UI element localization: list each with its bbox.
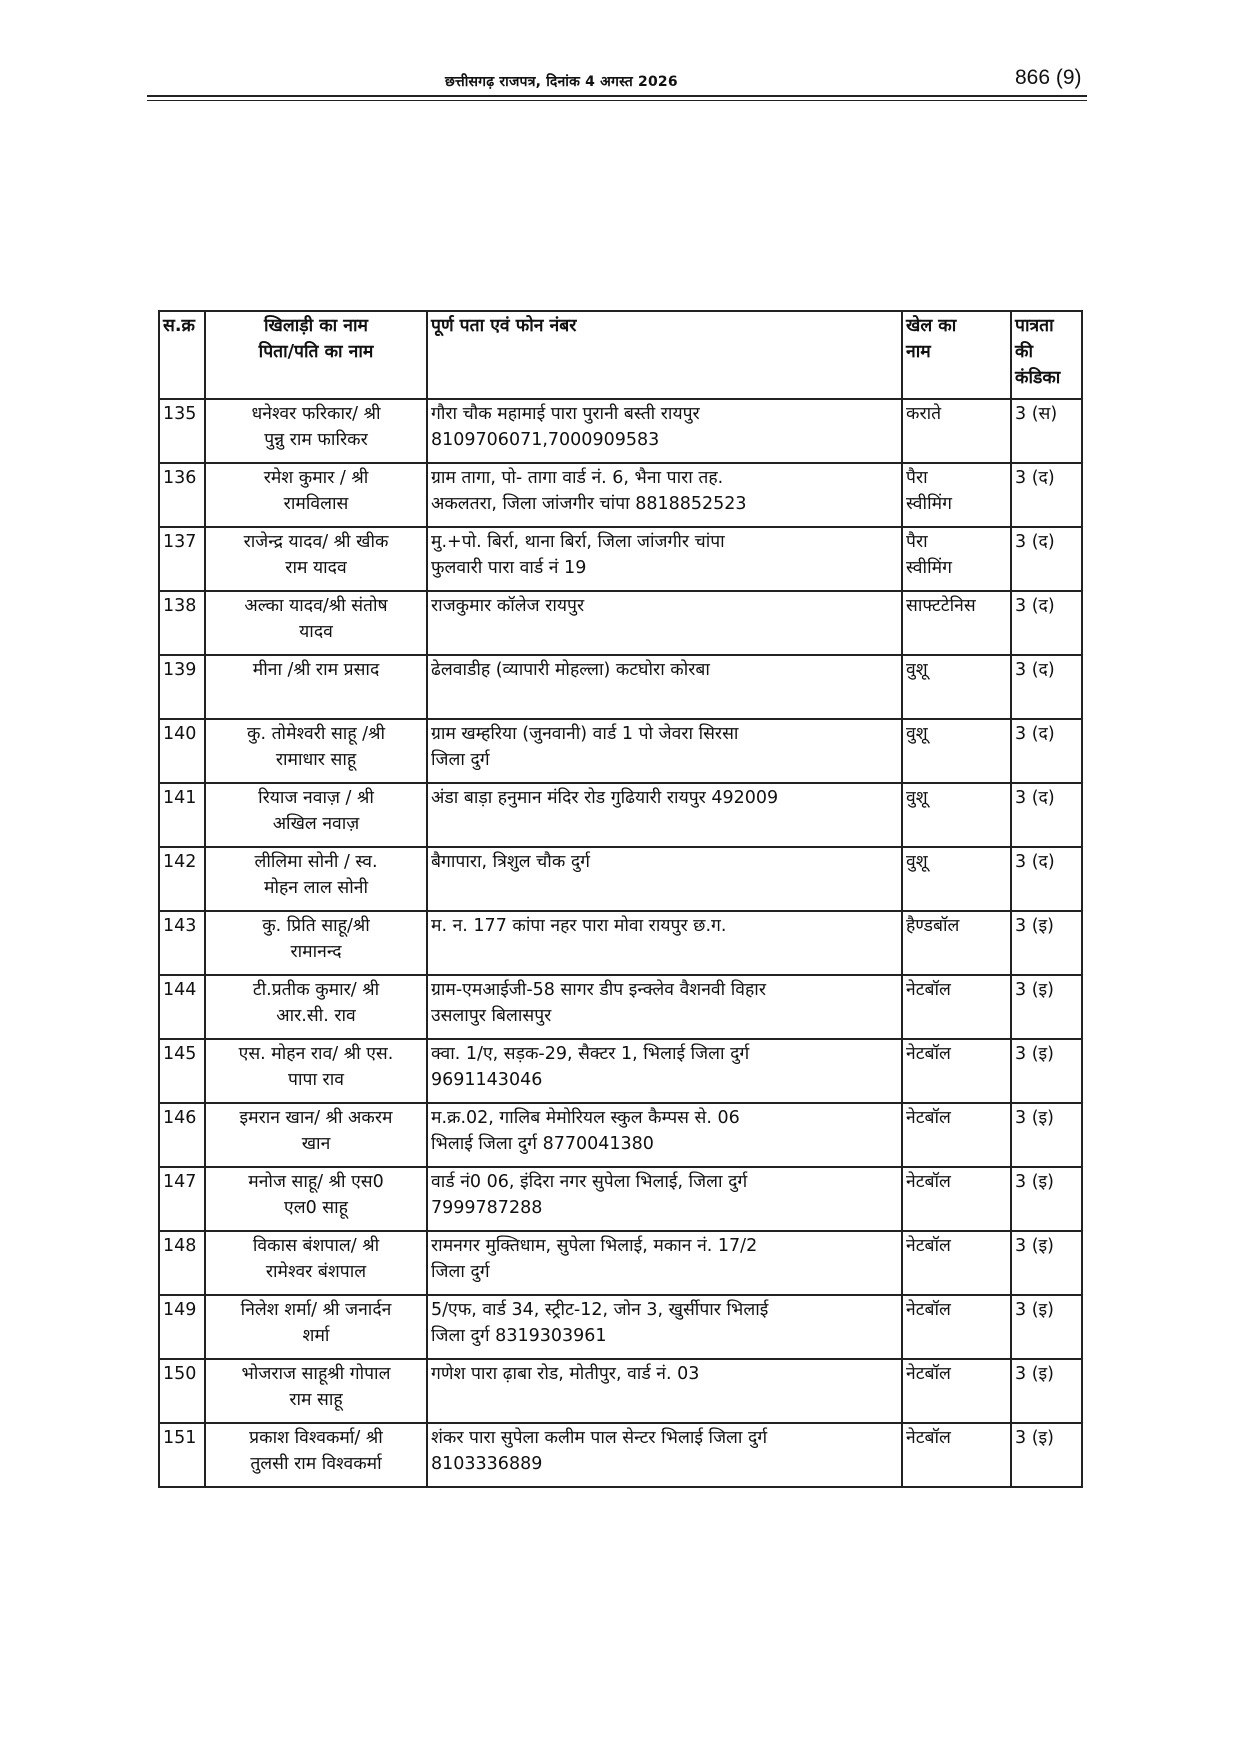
address-line: भिलाई जिला दुर्ग 8770041380 bbox=[431, 1134, 654, 1154]
address-line: रामनगर मुक्तिधाम, सुपेला भिलाई, मकान नं. 17/2 bbox=[431, 1236, 758, 1256]
clause-cell bbox=[1011, 1359, 1082, 1423]
table-row bbox=[159, 1103, 1082, 1167]
clause-cell bbox=[1011, 719, 1082, 783]
serial-cell bbox=[159, 1231, 205, 1295]
name-cell bbox=[205, 1359, 427, 1423]
sport-cell bbox=[902, 783, 1011, 847]
table-header-row bbox=[159, 311, 1082, 399]
address-cell bbox=[427, 463, 902, 527]
sport-cell bbox=[902, 1103, 1011, 1167]
table-row bbox=[159, 399, 1082, 463]
sport-line: नेटबॉल bbox=[906, 1044, 951, 1064]
sport-cell bbox=[902, 527, 1011, 591]
serial-cell bbox=[159, 1359, 205, 1423]
address-cell bbox=[427, 1295, 902, 1359]
sport-line: नेटबॉल bbox=[906, 1236, 951, 1256]
address-line: जिला दुर्ग bbox=[431, 750, 490, 770]
player-name-line: रामविलास bbox=[283, 494, 349, 514]
serial-number: 140 bbox=[163, 724, 197, 744]
player-name-line: रामानन्द bbox=[290, 942, 342, 962]
eligibility-clause: 3 (द) bbox=[1015, 468, 1055, 488]
sport-line: नेटबॉल bbox=[906, 1172, 951, 1192]
sport-cell bbox=[902, 591, 1011, 655]
serial-cell bbox=[159, 719, 205, 783]
address-cell bbox=[427, 591, 902, 655]
table-row bbox=[159, 783, 1082, 847]
serial-number: 135 bbox=[163, 404, 197, 424]
clause-cell bbox=[1011, 1231, 1082, 1295]
col-header-clause-line: पात्रता bbox=[1015, 316, 1054, 336]
clause-cell bbox=[1011, 911, 1082, 975]
player-name-line: निलेश शर्मा/ श्री जनार्दन bbox=[240, 1300, 392, 1320]
table-row bbox=[159, 1231, 1082, 1295]
address-cell bbox=[427, 655, 902, 719]
eligibility-clause: 3 (इ) bbox=[1015, 1428, 1054, 1448]
serial-number: 151 bbox=[163, 1428, 197, 1448]
sport-cell bbox=[902, 719, 1011, 783]
sport-line: नेटबॉल bbox=[906, 1428, 951, 1448]
name-cell bbox=[205, 783, 427, 847]
serial-cell bbox=[159, 591, 205, 655]
player-name-line: भोजराज साहूश्री गोपाल bbox=[241, 1364, 391, 1384]
name-cell bbox=[205, 591, 427, 655]
sport-cell bbox=[902, 975, 1011, 1039]
clause-cell bbox=[1011, 1103, 1082, 1167]
table-row bbox=[159, 1423, 1082, 1487]
header-rule bbox=[147, 95, 1087, 97]
player-name-line: राम साहू bbox=[289, 1390, 343, 1410]
player-name-line: रियाज नवाज़ / श्री bbox=[258, 788, 374, 808]
eligibility-clause: 3 (द) bbox=[1015, 532, 1055, 552]
address-line: ढेलवाडीह (व्यापारी मोहल्ला) कटघोरा कोरबा bbox=[431, 660, 710, 680]
address-line: 8109706071,7000909583 bbox=[431, 430, 660, 450]
name-cell bbox=[205, 1039, 427, 1103]
player-name-line: मीना /श्री राम प्रसाद bbox=[252, 660, 380, 680]
player-name-line: राजेन्द्र यादव/ श्री खीक bbox=[243, 532, 389, 552]
address-line: शंकर पारा सुपेला कलीम पाल सेन्टर भिलाई जिला दुर्ग bbox=[431, 1428, 768, 1448]
name-cell bbox=[205, 1231, 427, 1295]
sport-line: पैरा bbox=[906, 532, 928, 552]
sport-cell bbox=[902, 1231, 1011, 1295]
player-name-line: एस. मोहन राव/ श्री एस. bbox=[238, 1044, 394, 1064]
name-cell bbox=[205, 1167, 427, 1231]
player-name-line: यादव bbox=[299, 622, 333, 642]
eligibility-clause: 3 (द) bbox=[1015, 596, 1055, 616]
sport-line: हैण्डबॉल bbox=[906, 916, 960, 936]
address-line: फुलवारी पारा वार्ड नं 19 bbox=[431, 558, 587, 578]
name-cell bbox=[205, 463, 427, 527]
sport-cell bbox=[902, 1167, 1011, 1231]
address-line: ग्राम तागा, पो- तागा वार्ड नं. 6, भैना पारा तह. bbox=[431, 468, 724, 488]
player-name-line: विकास बंशपाल/ श्री bbox=[252, 1236, 380, 1256]
player-name-line: पापा राव bbox=[288, 1070, 344, 1090]
serial-cell bbox=[159, 655, 205, 719]
player-name-line: अखिल नवाज़ bbox=[272, 814, 360, 834]
sport-cell bbox=[902, 1423, 1011, 1487]
serial-number: 146 bbox=[163, 1108, 197, 1128]
player-name-line: शर्मा bbox=[302, 1326, 330, 1346]
address-cell bbox=[427, 399, 902, 463]
serial-number: 149 bbox=[163, 1300, 197, 1320]
address-line: जिला दुर्ग bbox=[431, 1262, 490, 1282]
clause-cell bbox=[1011, 527, 1082, 591]
player-name-line: रमेश कुमार / श्री bbox=[263, 468, 369, 488]
player-name-line: मनोज साहू/ श्री एस0 bbox=[248, 1172, 384, 1192]
header-rule-thin bbox=[147, 100, 1087, 101]
address-line: जिला दुर्ग 8319303961 bbox=[431, 1326, 607, 1346]
eligibility-clause: 3 (द) bbox=[1015, 660, 1055, 680]
serial-cell bbox=[159, 847, 205, 911]
eligibility-clause: 3 (इ) bbox=[1015, 1172, 1054, 1192]
address-line: गौरा चौक महामाई पारा पुरानी बस्ती रायपुर bbox=[431, 404, 700, 424]
serial-number: 150 bbox=[163, 1364, 197, 1384]
player-name-line: लीलिमा सोनी / स्व. bbox=[254, 852, 378, 872]
table-row bbox=[159, 911, 1082, 975]
name-cell bbox=[205, 1103, 427, 1167]
address-cell bbox=[427, 1039, 902, 1103]
serial-number: 136 bbox=[163, 468, 197, 488]
serial-cell bbox=[159, 911, 205, 975]
address-line: बैगापारा, त्रिशुल चौक दुर्ग bbox=[431, 852, 590, 872]
eligibility-clause: 3 (इ) bbox=[1015, 916, 1054, 936]
eligibility-clause: 3 (इ) bbox=[1015, 1300, 1054, 1320]
col-header-clause-line: कंडिका bbox=[1015, 368, 1061, 388]
player-name-line: तुलसी राम विश्वकर्मा bbox=[250, 1454, 382, 1474]
serial-number: 145 bbox=[163, 1044, 197, 1064]
address-line: अंडा बाड़ा हनुमान मंदिर रोड गुढियारी रायपुर 492009 bbox=[431, 788, 779, 808]
serial-cell bbox=[159, 1103, 205, 1167]
player-name-line: खान bbox=[301, 1134, 331, 1154]
eligibility-clause: 3 (द) bbox=[1015, 788, 1055, 808]
serial-cell bbox=[159, 1039, 205, 1103]
sport-line: साफ्टटेनिस bbox=[906, 596, 976, 616]
address-cell bbox=[427, 1167, 902, 1231]
clause-cell bbox=[1011, 399, 1082, 463]
col-header-clause bbox=[1011, 311, 1082, 399]
serial-number: 138 bbox=[163, 596, 197, 616]
address-cell bbox=[427, 783, 902, 847]
player-name-line: मोहन लाल सोनी bbox=[264, 878, 368, 898]
serial-number: 144 bbox=[163, 980, 197, 1000]
eligibility-clause: 3 (इ) bbox=[1015, 980, 1054, 1000]
table-row bbox=[159, 655, 1082, 719]
sport-line: वुशू bbox=[906, 724, 928, 744]
address-line: ग्राम खम्हरिया (जुनवानी) वार्ड 1 पो जेवरा सिरसा bbox=[431, 724, 739, 744]
address-line: 7999787288 bbox=[431, 1198, 543, 1218]
sport-line: स्वीमिंग bbox=[906, 558, 952, 578]
serial-number: 147 bbox=[163, 1172, 197, 1192]
clause-cell bbox=[1011, 1423, 1082, 1487]
sport-cell bbox=[902, 1359, 1011, 1423]
sport-line: नेटबॉल bbox=[906, 1300, 951, 1320]
sport-line: नेटबॉल bbox=[906, 980, 951, 1000]
col-header-sport-line: नाम bbox=[906, 342, 931, 362]
address-cell bbox=[427, 975, 902, 1039]
player-name-line: कु. तोमेश्वरी साहू /श्री bbox=[247, 724, 385, 744]
col-header-sport bbox=[902, 311, 1011, 399]
player-name-line: एल0 साहू bbox=[284, 1198, 348, 1218]
table-row bbox=[159, 527, 1082, 591]
sport-cell bbox=[902, 463, 1011, 527]
sport-line: वुशू bbox=[906, 660, 928, 680]
sport-cell bbox=[902, 1295, 1011, 1359]
address-line: म.क्र.02, गालिब मेमोरियल स्कुल कैम्पस से. 06 bbox=[431, 1108, 740, 1128]
sport-cell bbox=[902, 399, 1011, 463]
player-name-line: रामेश्वर बंशपाल bbox=[265, 1262, 367, 1282]
eligibility-clause: 3 (इ) bbox=[1015, 1108, 1054, 1128]
address-line: उसलापुर बिलासपुर bbox=[431, 1006, 552, 1026]
clause-cell bbox=[1011, 1295, 1082, 1359]
address-cell bbox=[427, 1103, 902, 1167]
player-name-line: कु. प्रिति साहू/श्री bbox=[262, 916, 370, 936]
col-header-name-line: पिता/पति का नाम bbox=[258, 342, 374, 362]
sport-cell bbox=[902, 1039, 1011, 1103]
name-cell bbox=[205, 655, 427, 719]
address-cell bbox=[427, 911, 902, 975]
eligibility-clause: 3 (इ) bbox=[1015, 1364, 1054, 1384]
player-name-line: आर.सी. राव bbox=[276, 1006, 356, 1026]
serial-number: 137 bbox=[163, 532, 197, 552]
eligibility-clause: 3 (द) bbox=[1015, 724, 1055, 744]
page-number: 866 (9) bbox=[1015, 66, 1082, 89]
sport-line: वुशू bbox=[906, 852, 928, 872]
player-name-line: टी.प्रतीक कुमार/ श्री bbox=[252, 980, 380, 1000]
address-line: ग्राम-एमआईजी-58 सागर डीप इन्क्लेव वैशनवी विहार bbox=[431, 980, 766, 1000]
name-cell bbox=[205, 399, 427, 463]
table-row bbox=[159, 591, 1082, 655]
col-header-serial: स.क्र bbox=[159, 311, 205, 399]
player-name-line: अल्का यादव/श्री संतोष bbox=[244, 596, 388, 616]
serial-number: 143 bbox=[163, 916, 197, 936]
address-cell bbox=[427, 719, 902, 783]
address-cell bbox=[427, 1231, 902, 1295]
clause-cell bbox=[1011, 783, 1082, 847]
address-cell bbox=[427, 1423, 902, 1487]
eligibility-clause: 3 (द) bbox=[1015, 852, 1055, 872]
col-header-name-line: खिलाड़ी का नाम bbox=[263, 316, 368, 336]
gazette-header-title: छत्तीसगढ़ राजपत्र, दिनांक 4 अगस्त 2026 bbox=[445, 74, 678, 90]
table-row bbox=[159, 719, 1082, 783]
address-line: मु.+पो. बिर्रा, थाना बिर्रा, जिला जांजगीर चांपा bbox=[431, 532, 725, 552]
table-row bbox=[159, 847, 1082, 911]
col-header-clause-line: की bbox=[1015, 342, 1033, 362]
sport-line: नेटबॉल bbox=[906, 1364, 951, 1384]
sport-line: स्वीमिंग bbox=[906, 494, 952, 514]
serial-cell bbox=[159, 1295, 205, 1359]
player-table bbox=[158, 310, 1083, 1488]
player-name-line: धनेश्वर फरिकार/ श्री bbox=[251, 404, 381, 424]
address-cell bbox=[427, 527, 902, 591]
sport-cell bbox=[902, 847, 1011, 911]
name-cell bbox=[205, 847, 427, 911]
player-name-line: प्रकाश विश्वकर्मा/ श्री bbox=[249, 1428, 383, 1448]
serial-cell bbox=[159, 975, 205, 1039]
clause-cell bbox=[1011, 847, 1082, 911]
address-cell bbox=[427, 1359, 902, 1423]
sport-line: कराते bbox=[906, 404, 942, 424]
serial-cell bbox=[159, 783, 205, 847]
serial-number: 148 bbox=[163, 1236, 197, 1256]
player-name-line: इमरान खान/ श्री अकरम bbox=[239, 1108, 393, 1128]
serial-cell bbox=[159, 527, 205, 591]
name-cell bbox=[205, 1295, 427, 1359]
sport-line: पैरा bbox=[906, 468, 928, 488]
table-row bbox=[159, 1295, 1082, 1359]
address-line: म. न. 177 कांपा नहर पारा मोवा रायपुर छ.ग. bbox=[431, 916, 727, 936]
player-name-line: राम यादव bbox=[285, 558, 347, 578]
eligibility-clause: 3 (इ) bbox=[1015, 1236, 1054, 1256]
table-row bbox=[159, 1167, 1082, 1231]
player-name-line: रामाधार साहू bbox=[275, 750, 357, 770]
address-line: राजकुमार कॉलेज रायपुर bbox=[431, 596, 585, 616]
table-row bbox=[159, 975, 1082, 1039]
eligibility-clause: 3 (स) bbox=[1015, 404, 1058, 424]
serial-cell bbox=[159, 399, 205, 463]
name-cell bbox=[205, 975, 427, 1039]
serial-number: 141 bbox=[163, 788, 197, 808]
address-line: 8103336889 bbox=[431, 1454, 543, 1474]
sport-line: नेटबॉल bbox=[906, 1108, 951, 1128]
clause-cell bbox=[1011, 1167, 1082, 1231]
clause-cell bbox=[1011, 463, 1082, 527]
serial-number: 139 bbox=[163, 660, 197, 680]
serial-cell bbox=[159, 463, 205, 527]
address-line: वार्ड नं0 06, इंदिरा नगर सुपेला भिलाई, जिला दुर्ग bbox=[431, 1172, 748, 1192]
address-cell bbox=[427, 847, 902, 911]
clause-cell bbox=[1011, 655, 1082, 719]
address-line: 5/एफ, वार्ड 34, स्ट्रीट-12, जोन 3, खुर्सीपार भिलाई bbox=[431, 1300, 769, 1320]
serial-cell bbox=[159, 1423, 205, 1487]
col-header-address: पूर्ण पता एवं फोन नंबर bbox=[427, 311, 902, 399]
table-row bbox=[159, 1039, 1082, 1103]
clause-cell bbox=[1011, 1039, 1082, 1103]
name-cell bbox=[205, 719, 427, 783]
address-line: क्वा. 1/ए, सड़क-29, सैक्टर 1, भिलाई जिला दुर्ग bbox=[431, 1044, 750, 1064]
clause-cell bbox=[1011, 975, 1082, 1039]
address-line: 9691143046 bbox=[431, 1070, 543, 1090]
table-row bbox=[159, 1359, 1082, 1423]
clause-cell bbox=[1011, 591, 1082, 655]
serial-cell bbox=[159, 1167, 205, 1231]
sport-cell bbox=[902, 911, 1011, 975]
name-cell bbox=[205, 1423, 427, 1487]
name-cell bbox=[205, 911, 427, 975]
col-header-name bbox=[205, 311, 427, 399]
table-row bbox=[159, 463, 1082, 527]
address-line: अकलतरा, जिला जांजगीर चांपा 8818852523 bbox=[431, 494, 747, 514]
serial-number: 142 bbox=[163, 852, 197, 872]
sport-cell bbox=[902, 655, 1011, 719]
address-line: गणेश पारा ढ़ाबा रोड, मोतीपुर, वार्ड नं. 03 bbox=[431, 1364, 700, 1384]
col-header-sport-line: खेल का bbox=[906, 316, 957, 336]
name-cell bbox=[205, 527, 427, 591]
eligibility-clause: 3 (इ) bbox=[1015, 1044, 1054, 1064]
sport-line: वुशू bbox=[906, 788, 928, 808]
player-name-line: पुन्नु राम फारिकर bbox=[264, 430, 368, 450]
